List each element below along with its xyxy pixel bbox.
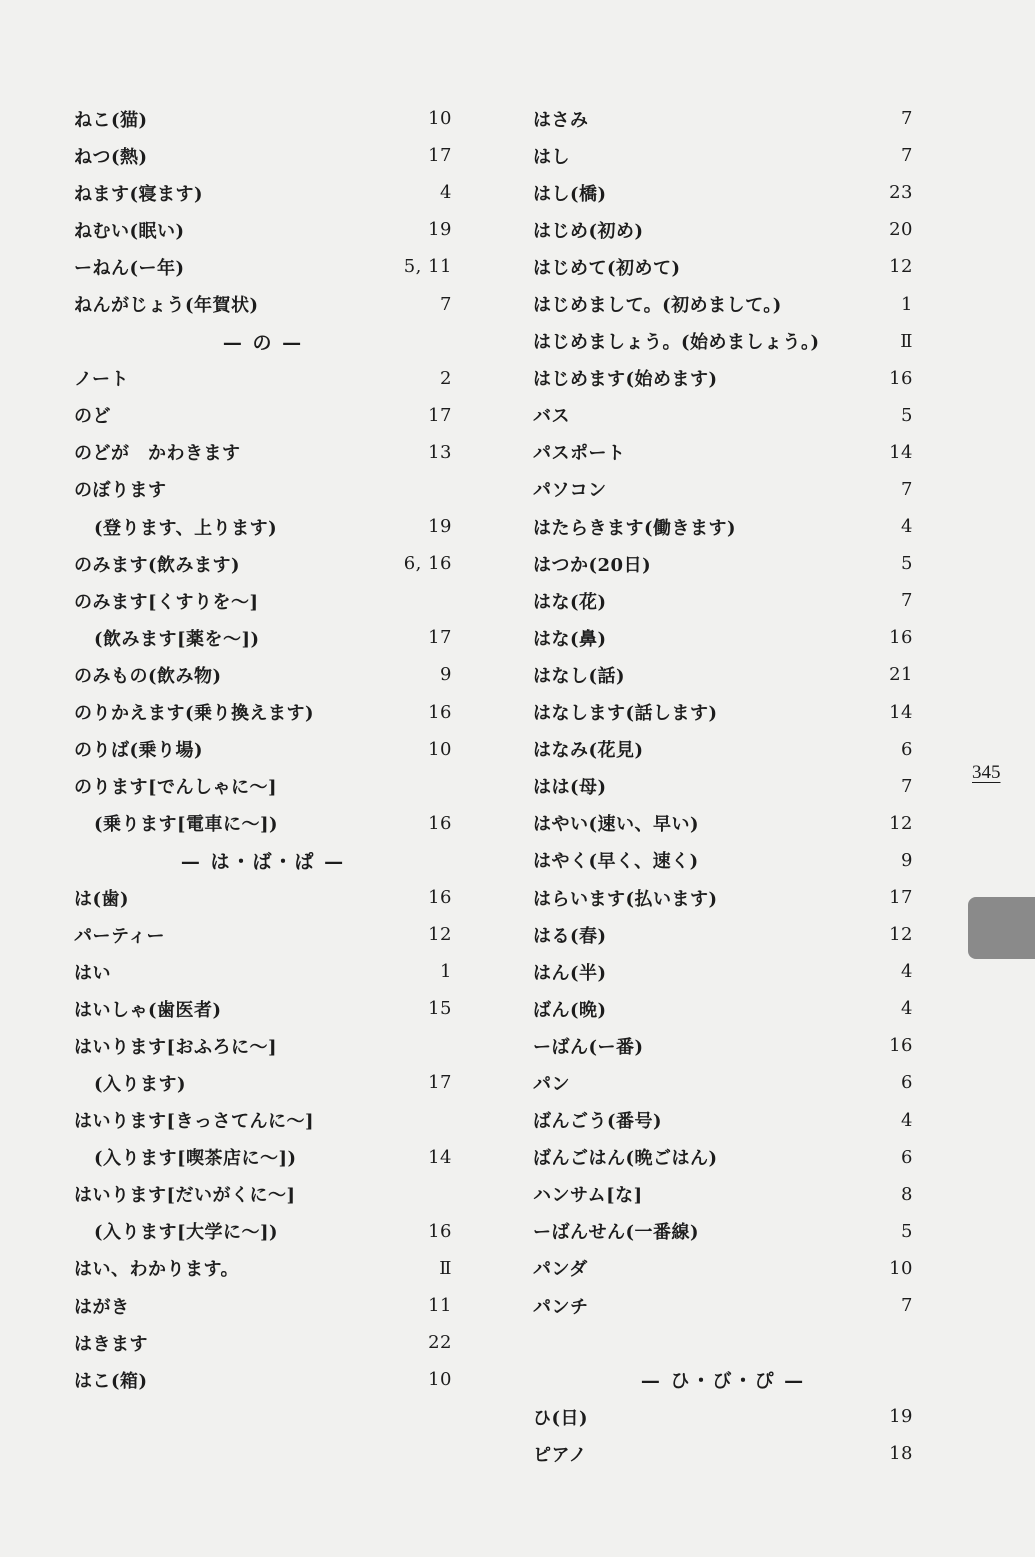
entry-term: はきます	[74, 1333, 148, 1355]
section-heading: — は・ば・ぱ —	[180, 850, 346, 873]
entry-lesson-number: 17	[428, 627, 452, 649]
index-entry	[74, 100, 452, 137]
index-entry	[533, 656, 913, 693]
entry-lesson-number: 16	[428, 887, 452, 909]
entry-term: パン	[533, 1073, 570, 1095]
entry-lesson-number: 1	[440, 961, 452, 983]
entry-lesson-number: 5	[901, 1220, 913, 1242]
index-entry	[533, 1287, 913, 1324]
index-entry	[533, 1213, 913, 1250]
entry-term: パーティー	[74, 925, 166, 947]
index-entry	[74, 805, 452, 842]
entry-term: ノート	[74, 369, 129, 391]
index-entry	[74, 582, 452, 619]
index-entry	[74, 508, 452, 545]
index-entry	[533, 582, 913, 619]
index-entry	[74, 471, 452, 508]
entry-term: のみます(飲みます)	[74, 554, 241, 576]
index-entry	[533, 508, 913, 545]
entry-lesson-number: 4	[901, 998, 913, 1020]
entry-term: はさみ	[533, 109, 589, 131]
index-entry	[74, 990, 452, 1027]
entry-lesson-number: 5	[901, 553, 913, 575]
section-heading: — の —	[222, 331, 304, 354]
index-entry	[74, 248, 452, 285]
entry-term: パンチ	[533, 1296, 589, 1318]
entry-term: はし	[533, 146, 570, 168]
index-entry	[74, 174, 452, 211]
entry-term: はな(鼻)	[533, 628, 607, 650]
entry-lesson-number: 5, 11	[403, 256, 452, 278]
entry-lesson-number: 6	[901, 1146, 913, 1168]
index-entry	[74, 285, 452, 322]
index-entry	[533, 879, 913, 916]
thumb-index-tab	[968, 897, 1035, 959]
entry-lesson-number: Ⅱ	[900, 330, 913, 352]
entry-lesson-number: 7	[901, 108, 913, 130]
index-entry	[533, 731, 913, 768]
index-entry	[533, 768, 913, 805]
index-entry	[533, 805, 913, 842]
entry-term: バス	[533, 406, 570, 428]
entry-term: のぼります	[74, 480, 167, 502]
entry-lesson-number: 17	[428, 145, 452, 167]
entry-term: はは(母)	[533, 777, 607, 799]
entry-term: はじめます(始めます)	[533, 369, 718, 391]
entry-lesson-number: 12	[889, 812, 913, 834]
entry-term: ーばん(ー番)	[533, 1036, 644, 1058]
entry-lesson-number: 6, 16	[403, 553, 452, 575]
index-entry	[74, 360, 452, 397]
entry-lesson-number: 15	[428, 998, 452, 1020]
index-entry	[74, 545, 452, 582]
entry-term: (乗ります[電車に〜])	[94, 814, 279, 836]
index-entry	[533, 1176, 913, 1213]
index-entry	[533, 545, 913, 582]
entry-term: ねつ(熱)	[74, 146, 148, 168]
entry-term: のりば(乗り場)	[74, 740, 204, 762]
entry-lesson-number: 8	[901, 1183, 913, 1205]
entry-term: (登ります、上ります)	[94, 517, 278, 539]
entry-lesson-number: 12	[889, 256, 913, 278]
entry-lesson-number: 13	[428, 441, 452, 463]
entry-term: ねます(寝ます)	[74, 183, 204, 205]
index-entry	[533, 285, 913, 322]
index-entry	[533, 323, 913, 360]
entry-term: はい、わかります。	[74, 1259, 240, 1281]
entry-term: ーばんせん(一番線)	[533, 1222, 700, 1244]
index-entry	[74, 1176, 452, 1213]
index-entry	[533, 434, 913, 471]
entry-term: はいしゃ(歯医者)	[74, 999, 222, 1021]
index-entry	[74, 137, 452, 174]
index-entry	[74, 694, 452, 731]
entry-term: (入ります[大学に〜])	[94, 1222, 279, 1244]
entry-lesson-number: 16	[889, 1035, 913, 1057]
index-entry	[74, 1102, 452, 1139]
index-entry	[74, 1324, 452, 1361]
entry-term: ひ(日)	[533, 1407, 589, 1429]
index-entry	[533, 1139, 913, 1176]
entry-term: のみもの(飲み物)	[74, 665, 222, 687]
index-entry	[533, 694, 913, 731]
entry-term: はじめまして。(初めまして。)	[533, 295, 782, 317]
entry-term: はなみ(花見)	[533, 740, 644, 762]
entry-lesson-number: 14	[889, 701, 913, 723]
entry-term: は(歯)	[74, 888, 130, 910]
entry-lesson-number: 14	[889, 441, 913, 463]
entry-term: (入ります)	[94, 1073, 187, 1095]
entry-lesson-number: 2	[440, 367, 452, 389]
entry-lesson-number: 10	[889, 1257, 913, 1279]
index-entry	[74, 731, 452, 768]
index-entry	[533, 137, 913, 174]
index-entry	[74, 1027, 452, 1064]
index-entry	[533, 1398, 913, 1435]
entry-term: ピアノ	[533, 1444, 588, 1466]
entry-term: はこ(箱)	[74, 1370, 148, 1392]
index-entry	[533, 842, 913, 879]
index-entry	[533, 990, 913, 1027]
entry-lesson-number: 20	[889, 219, 913, 241]
entry-lesson-number: 16	[889, 367, 913, 389]
entry-term: はたらきます(働きます)	[533, 517, 737, 539]
entry-lesson-number: 10	[428, 738, 452, 760]
entry-lesson-number: 12	[889, 924, 913, 946]
index-entry	[74, 397, 452, 434]
entry-term: ハンサム[な]	[533, 1185, 643, 1207]
entry-term: はいります[おふろに〜]	[74, 1036, 278, 1058]
entry-lesson-number: 16	[428, 1220, 452, 1242]
index-entry	[533, 100, 913, 137]
entry-lesson-number: 19	[428, 516, 452, 538]
entry-term: パスポート	[533, 443, 626, 465]
entry-lesson-number: 4	[901, 516, 913, 538]
entry-lesson-number: 4	[901, 961, 913, 983]
entry-term: ばんごう(番号)	[533, 1111, 663, 1133]
entry-lesson-number: Ⅱ	[439, 1257, 452, 1279]
index-entry	[533, 248, 913, 285]
index-entry	[533, 211, 913, 248]
entry-lesson-number: 1	[901, 293, 913, 315]
entry-lesson-number: 19	[428, 219, 452, 241]
index-entry	[533, 1064, 913, 1101]
entry-lesson-number: 21	[889, 664, 913, 686]
entry-lesson-number: 6	[901, 738, 913, 760]
index-entry	[533, 174, 913, 211]
entry-lesson-number: 16	[428, 812, 452, 834]
entry-lesson-number: 7	[901, 1295, 913, 1317]
entry-lesson-number: 18	[889, 1443, 913, 1465]
entry-term: ばんごはん(晩ごはん)	[533, 1148, 718, 1170]
entry-lesson-number: 4	[440, 182, 452, 204]
entry-term: のど	[74, 406, 111, 428]
index-entry	[533, 397, 913, 434]
index-entry	[533, 916, 913, 953]
entry-term: はじめて(初めて)	[533, 257, 681, 279]
entry-term: ねこ(猫)	[74, 109, 148, 131]
entry-term: はがき	[74, 1296, 130, 1318]
entry-term: はなします(話します)	[533, 703, 718, 725]
entry-lesson-number: 23	[889, 182, 913, 204]
index-entry	[533, 471, 913, 508]
index-entry	[533, 1250, 913, 1287]
entry-term: のりかえます(乗り換えます)	[74, 703, 315, 725]
entry-term: のどが かわきます	[74, 443, 241, 465]
index-entry	[74, 619, 452, 656]
entry-term: ねんがじょう(年賀状)	[74, 295, 259, 317]
section-heading: — ひ・び・ぴ —	[640, 1370, 806, 1393]
index-entry	[74, 211, 452, 248]
index-entry	[74, 1287, 452, 1324]
entry-term: はい	[74, 962, 111, 984]
index-entry	[533, 1102, 913, 1139]
entry-term: はじめましょう。(始めましょう。)	[533, 332, 820, 354]
index-entry	[74, 656, 452, 693]
entry-term: はいります[きっさてんに〜]	[74, 1111, 315, 1133]
index-column-left	[74, 100, 452, 1398]
entry-term: ーねん(ー年)	[74, 257, 185, 279]
index-entry	[74, 768, 452, 805]
entry-term: のります[でんしゃに〜]	[74, 777, 278, 799]
entry-lesson-number: 16	[428, 701, 452, 723]
index-entry	[74, 1361, 452, 1398]
entry-lesson-number: 10	[428, 1369, 452, 1391]
index-entry	[533, 1027, 913, 1064]
entry-lesson-number: 6	[901, 1072, 913, 1094]
entry-lesson-number: 17	[428, 404, 452, 426]
entry-lesson-number: 16	[889, 627, 913, 649]
entry-term: ねむい(眠い)	[74, 220, 185, 242]
entry-term: はやい(速い、早い)	[533, 814, 700, 836]
entry-lesson-number: 7	[901, 590, 913, 612]
index-entry	[533, 1435, 913, 1472]
page-number: 345	[972, 762, 1001, 783]
index-entry	[74, 1213, 452, 1250]
index-entry	[533, 953, 913, 990]
entry-lesson-number: 7	[901, 145, 913, 167]
entry-term: パソコン	[533, 480, 607, 502]
entry-term: ばん(晩)	[533, 999, 607, 1021]
entry-term: はん(半)	[533, 962, 607, 984]
entry-term: はる(春)	[533, 925, 607, 947]
entry-lesson-number: 9	[440, 664, 452, 686]
index-entry	[74, 879, 452, 916]
entry-term: パンダ	[533, 1259, 588, 1281]
entry-term: はな(花)	[533, 591, 607, 613]
index-entry	[533, 360, 913, 397]
entry-lesson-number: 9	[901, 849, 913, 871]
entry-lesson-number: 12	[428, 924, 452, 946]
entry-lesson-number: 19	[889, 1406, 913, 1428]
index-entry	[74, 1064, 452, 1101]
index-entry	[74, 434, 452, 471]
entry-lesson-number: 10	[428, 108, 452, 130]
entry-term: はなし(話)	[533, 665, 626, 687]
entry-lesson-number: 17	[889, 887, 913, 909]
index-column-right	[533, 100, 913, 1472]
entry-lesson-number: 17	[428, 1072, 452, 1094]
entry-term: のみます[くすりを〜]	[74, 591, 259, 613]
entry-term: はらいます(払います)	[533, 888, 718, 910]
entry-lesson-number: 11	[428, 1295, 452, 1317]
entry-term: はじめ(初め)	[533, 220, 644, 242]
index-entry	[74, 953, 452, 990]
entry-term: はいります[だいがくに〜]	[74, 1185, 296, 1207]
entry-lesson-number: 7	[901, 775, 913, 797]
entry-lesson-number: 14	[428, 1146, 452, 1168]
index-entry	[533, 1324, 913, 1361]
entry-term: はつか(20日)	[533, 554, 652, 576]
entry-term: (飲みます[薬を〜])	[94, 628, 260, 650]
entry-lesson-number: 5	[901, 404, 913, 426]
entry-lesson-number: 7	[440, 293, 452, 315]
index-entry	[74, 1250, 452, 1287]
index-entry	[533, 619, 913, 656]
entry-lesson-number: 22	[428, 1332, 452, 1354]
entry-lesson-number: 4	[901, 1109, 913, 1131]
entry-lesson-number: 7	[901, 478, 913, 500]
entry-term: はやく(早く、速く)	[533, 851, 699, 873]
entry-term: (入ります[喫茶店に〜])	[94, 1148, 297, 1170]
index-entry	[74, 1139, 452, 1176]
entry-term: はし(橋)	[533, 183, 607, 205]
index-entry	[74, 916, 452, 953]
